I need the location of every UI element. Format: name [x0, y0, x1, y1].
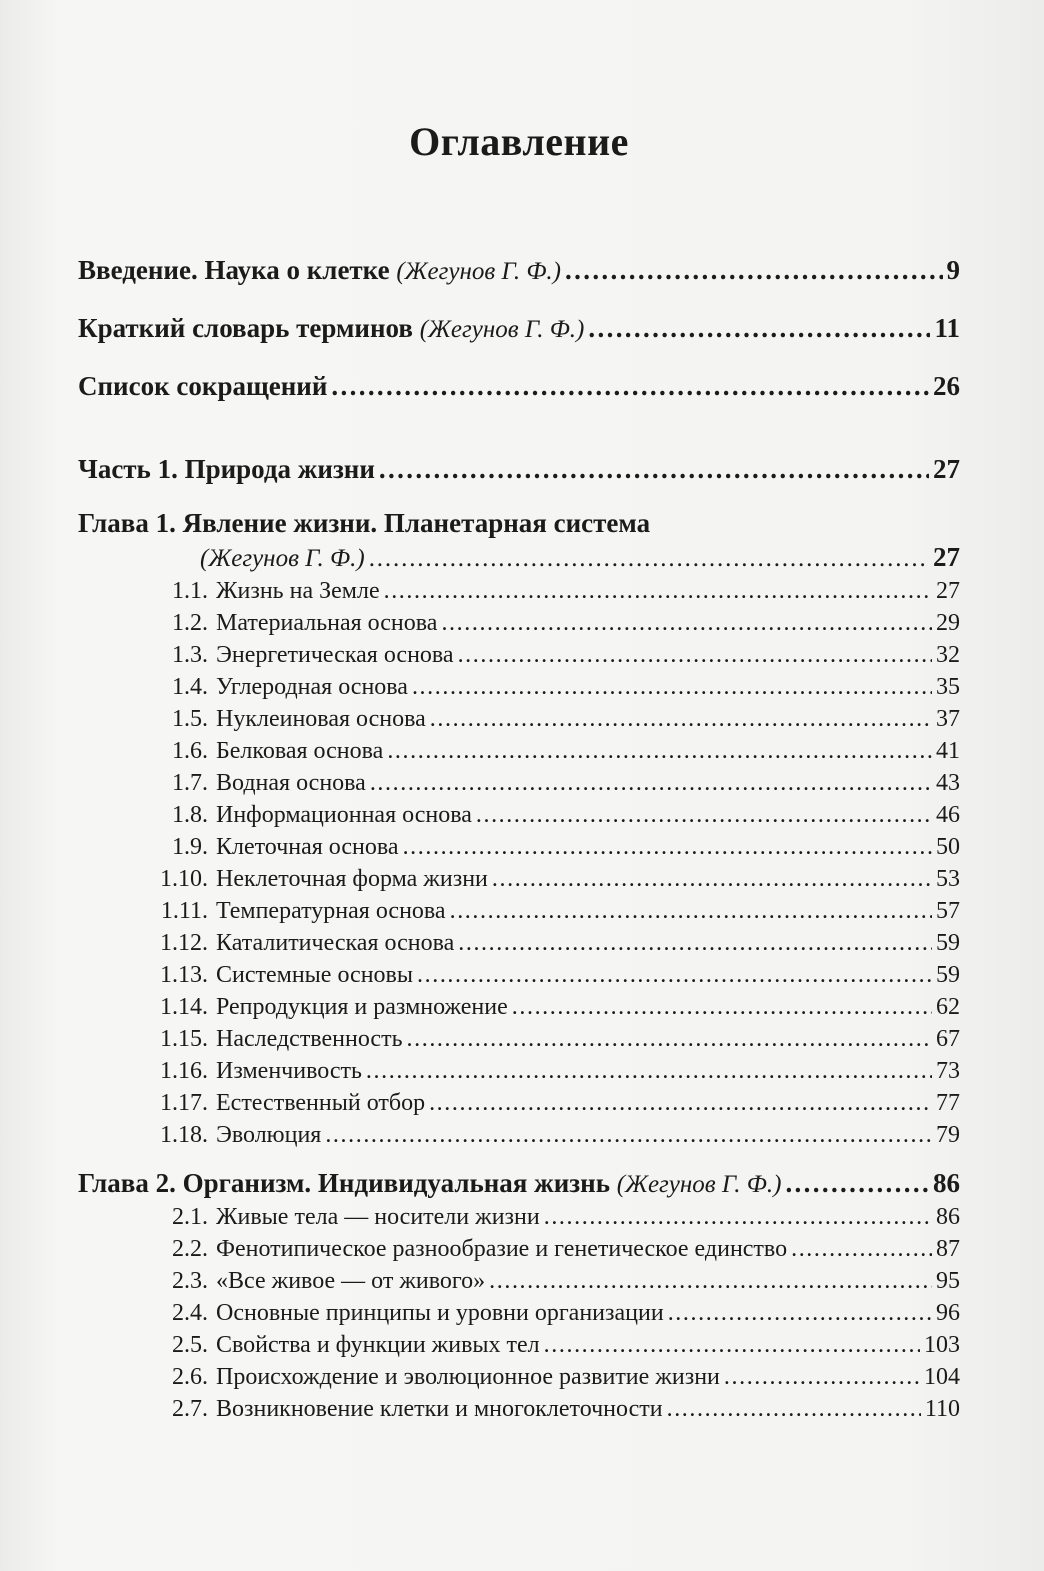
- toc-section: [148, 834, 960, 866]
- section-label: Изменчивость: [216, 1058, 362, 1084]
- toc-section: [148, 866, 960, 898]
- section-number: 1.5.: [172, 706, 208, 732]
- chapter-author: (Жегунов Г. Ф.): [200, 545, 365, 572]
- section-label: Эволюция: [216, 1122, 322, 1148]
- toc-section: [148, 1364, 960, 1396]
- section-label: Клеточная основа: [216, 834, 399, 860]
- entry-author: (Жегунов Г. Ф.): [419, 316, 585, 343]
- leader-dots: [791, 1236, 932, 1263]
- part-label: Часть 1. Природа жизни: [78, 454, 375, 484]
- section-page: 86: [936, 1204, 960, 1230]
- leader-dots: [667, 1396, 921, 1423]
- section-label: Свойства и функции живых тел: [216, 1332, 540, 1358]
- toc-part-1: [78, 454, 960, 488]
- section-number: 1.17.: [160, 1090, 208, 1116]
- leader-dots: [489, 1268, 932, 1295]
- leader-dots: [512, 994, 932, 1021]
- entry-page: 9: [946, 255, 960, 285]
- section-page: 103: [924, 1332, 960, 1358]
- toc-section: [148, 770, 960, 802]
- leader-dots: [331, 371, 929, 402]
- leader-dots: [724, 1364, 920, 1391]
- section-page: 53: [936, 866, 960, 892]
- toc-entry-abbreviations: [78, 371, 960, 404]
- section-number: 1.16.: [160, 1058, 208, 1084]
- section-page: 67: [936, 1026, 960, 1052]
- toc-section: [148, 674, 960, 706]
- section-number: 1.11.: [160, 898, 208, 924]
- toc-section: [148, 578, 960, 610]
- toc-section: [148, 930, 960, 962]
- section-number: 1.7.: [172, 770, 208, 796]
- entry-label: Краткий словарь терминов (Жегунов Г. Ф.): [78, 313, 585, 343]
- leader-dots: [492, 866, 932, 893]
- chapter-page: 86: [933, 1168, 960, 1198]
- section-label: Возникновение клетки и многоклеточности: [216, 1396, 663, 1422]
- leader-dots: [476, 802, 932, 829]
- section-number: 1.2.: [172, 610, 208, 636]
- section-label: Нуклеиновая основа: [216, 706, 426, 732]
- toc-section: [148, 1026, 960, 1058]
- section-label: Водная основа: [216, 770, 366, 796]
- section-page: 27: [936, 578, 960, 604]
- toc-section: [148, 994, 960, 1026]
- section-label: Материальная основа: [216, 610, 438, 636]
- part-page: 27: [933, 454, 960, 484]
- section-number: 1.15.: [160, 1026, 208, 1052]
- chapter-1-sections: [78, 578, 960, 1154]
- section-number: 1.1.: [172, 578, 208, 604]
- section-page: 104: [924, 1364, 960, 1390]
- section-label: Каталитическая основа: [216, 930, 455, 956]
- toc-section: [148, 1268, 960, 1300]
- section-page: 87: [936, 1236, 960, 1262]
- leader-dots: [458, 930, 932, 957]
- section-number: 1.13.: [160, 962, 208, 988]
- section-page: 43: [936, 770, 960, 796]
- leader-dots: [450, 898, 932, 925]
- leader-dots: [588, 313, 930, 344]
- section-label: Живые тела — носители жизни: [216, 1204, 540, 1230]
- toc-section: [148, 738, 960, 770]
- toc-section: [148, 1396, 960, 1428]
- section-number: 2.6.: [172, 1364, 208, 1390]
- section-label: Температурная основа: [216, 898, 446, 924]
- chapter-author: (Жегунов Г. Ф.): [616, 1171, 782, 1198]
- section-label: Энергетическая основа: [216, 642, 454, 668]
- section-page: 73: [936, 1058, 960, 1084]
- leader-dots: [387, 738, 932, 765]
- section-label: Неклеточная форма жизни: [216, 866, 488, 892]
- chapter-1-author-row: [78, 542, 960, 578]
- section-page: 29: [936, 610, 960, 636]
- section-number: 1.4.: [172, 674, 208, 700]
- leader-dots: [668, 1300, 932, 1327]
- section-label: Наследственность: [216, 1026, 403, 1052]
- leader-dots: [369, 545, 929, 573]
- entry-label: Список сокращений: [78, 371, 328, 401]
- leader-dots: [370, 770, 932, 797]
- page-title: Оглавление: [409, 119, 629, 164]
- section-page: 95: [936, 1268, 960, 1294]
- section-label: Белковая основа: [216, 738, 384, 764]
- toc-section: [148, 642, 960, 674]
- toc-entry-introduction: [78, 255, 960, 288]
- toc-section: [148, 706, 960, 738]
- section-label: Фенотипическое разнообразие и генетическое единство: [216, 1236, 788, 1262]
- toc-entry-glossary: [78, 313, 960, 346]
- leader-dots: [407, 1026, 932, 1053]
- toc-section: [148, 802, 960, 834]
- leader-dots: [325, 1122, 932, 1149]
- section-page: 37: [936, 706, 960, 732]
- section-page: 35: [936, 674, 960, 700]
- section-page: 46: [936, 802, 960, 828]
- leader-dots: [379, 454, 929, 485]
- section-page: 79: [936, 1122, 960, 1148]
- entry-page: 11: [934, 313, 960, 343]
- section-label: Информационная основа: [216, 802, 472, 828]
- chapter-2-title-row: [78, 1168, 960, 1204]
- leader-dots: [384, 578, 932, 605]
- section-page: 57: [936, 898, 960, 924]
- section-label: Жизнь на Земле: [216, 578, 380, 604]
- section-label: Основные принципы и уровни организации: [216, 1300, 664, 1326]
- table-of-contents: [78, 118, 960, 1428]
- section-page: 59: [936, 930, 960, 956]
- section-number: 1.3.: [172, 642, 208, 668]
- section-number: 1.8.: [172, 802, 208, 828]
- toc-section: [148, 1332, 960, 1364]
- section-page: 59: [936, 962, 960, 988]
- chapter-label: Глава 2. Организм. Индивидуальная жизнь (Жегунов Г. Ф.): [78, 1168, 782, 1198]
- section-number: 2.5.: [172, 1332, 208, 1358]
- leader-dots: [412, 674, 932, 701]
- leader-dots: [458, 642, 932, 669]
- section-number: 2.7.: [172, 1396, 208, 1422]
- entry-author: (Жегунов Г. Ф.): [396, 258, 562, 285]
- leader-dots: [544, 1204, 932, 1231]
- toc-section: [148, 1236, 960, 1268]
- section-number: 2.2.: [172, 1236, 208, 1262]
- leader-dots: [429, 1090, 932, 1117]
- leader-dots: [441, 610, 932, 637]
- section-number: 1.14.: [160, 994, 208, 1020]
- section-label: Репродукция и размножение: [216, 994, 508, 1020]
- section-page: 32: [936, 642, 960, 668]
- section-label: Углеродная основа: [216, 674, 408, 700]
- leader-dots: [785, 1168, 929, 1199]
- chapter-1-title: Глава 1. Явление жизни. Планетарная система: [78, 508, 651, 538]
- toc-section: [148, 610, 960, 642]
- section-number: 1.9.: [172, 834, 208, 860]
- leader-dots: [430, 706, 932, 733]
- leader-dots: [403, 834, 932, 861]
- section-number: 1.18.: [160, 1122, 208, 1148]
- chapter-page: 27: [933, 542, 960, 572]
- section-label: Системные основы: [216, 962, 414, 988]
- leader-dots: [366, 1058, 932, 1085]
- toc-section: [148, 1300, 960, 1332]
- section-page: 110: [924, 1396, 960, 1422]
- toc-section: [148, 1204, 960, 1236]
- leader-dots: [565, 255, 942, 286]
- toc-section: [148, 1058, 960, 1090]
- section-page: 77: [936, 1090, 960, 1116]
- section-page: 96: [936, 1300, 960, 1326]
- section-number: 1.6.: [172, 738, 208, 764]
- section-label: Происхождение и эволюционное развитие жизни: [216, 1364, 720, 1390]
- section-page: 62: [936, 994, 960, 1020]
- section-number: 1.10.: [160, 866, 208, 892]
- toc-section: [148, 898, 960, 930]
- chapter-2-sections: [78, 1204, 960, 1428]
- toc-section: [148, 1090, 960, 1122]
- section-number: 1.12.: [160, 930, 208, 956]
- section-label: «Все живое — от живого»: [216, 1268, 486, 1294]
- section-number: 2.4.: [172, 1300, 208, 1326]
- section-label: Естественный отбор: [216, 1090, 426, 1116]
- leader-dots: [544, 1332, 920, 1359]
- section-number: 2.3.: [172, 1268, 208, 1294]
- entry-page: 26: [933, 371, 960, 401]
- entry-label: Введение. Наука о клетке (Жегунов Г. Ф.): [78, 255, 562, 285]
- section-number: 2.1.: [172, 1204, 208, 1230]
- toc-section: [148, 962, 960, 994]
- leader-dots: [417, 962, 932, 989]
- section-page: 50: [936, 834, 960, 860]
- section-page: 41: [936, 738, 960, 764]
- toc-section: [148, 1122, 960, 1154]
